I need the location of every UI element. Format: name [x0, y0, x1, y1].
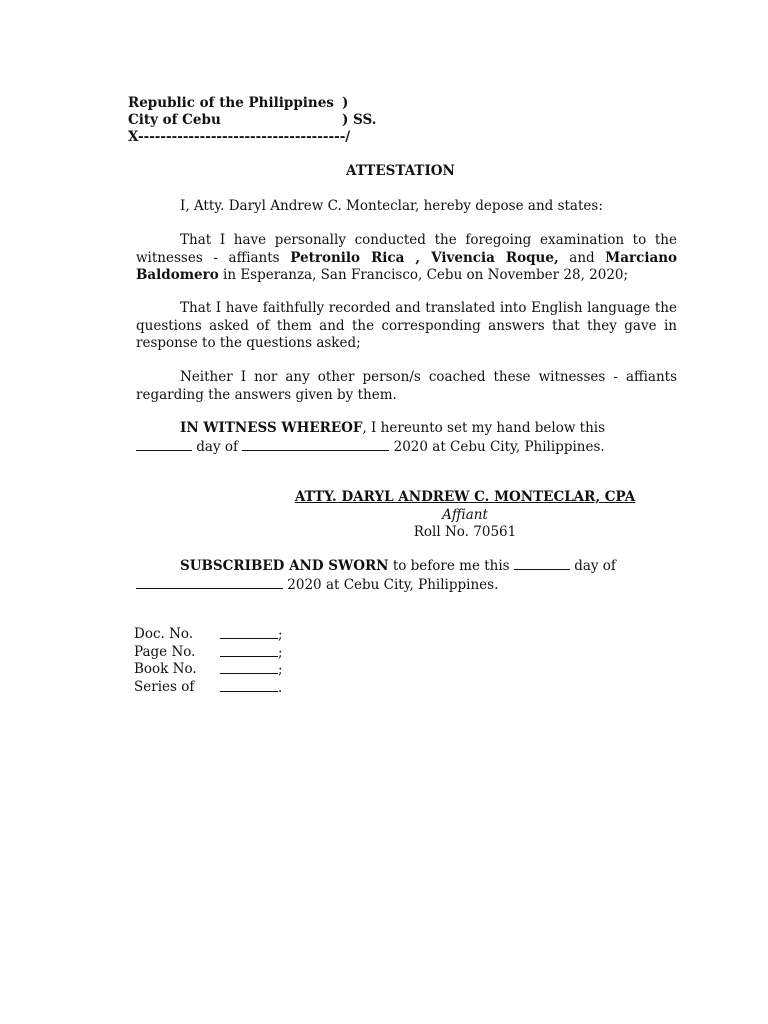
paragraph-deposition — [136, 198, 677, 216]
paragraph-no-coaching-text: Neither I nor any other person/s coached these witnesses - affiants regarding the answers given by them. — [136, 369, 677, 403]
document-title: ATTESTATION — [346, 163, 455, 179]
notarial-label: Page No. — [134, 643, 196, 660]
affiant-signature-name: ATTY. DARYL ANDREW C. MONTECLAR, CPA — [294, 489, 636, 505]
venue-city-row — [128, 112, 388, 130]
venue-republic: Republic of the Philippines — [128, 95, 334, 111]
venue-city: City of Cebu — [128, 112, 221, 128]
blank-book-no — [220, 661, 278, 674]
notarial-label: Series of — [134, 678, 195, 695]
blank-doc-no — [220, 626, 278, 639]
in-witness-whereof: IN WITNESS WHEREOF — [180, 420, 363, 436]
blank-month — [242, 438, 389, 451]
paragraph-recording — [136, 300, 677, 353]
paragraph-recording-text: That I have faithfully recorded and translated into English language the questions asked of them and the corresponding answers that they gave in response to the questions asked; — [136, 300, 677, 351]
venue-ss: ) SS. — [342, 112, 377, 128]
affiant-name-2: Vivencia Roque, — [431, 249, 559, 266]
paragraph-in-witness: IN WITNESS WHEREOF, I hereunto set my hand below this day of 2020 at Cebu City, Philippines. — [136, 420, 677, 456]
affiant-name-3: Marciano Baldomero — [136, 249, 678, 283]
affiant-role: Affiant — [442, 506, 488, 523]
blank-jurat-day — [514, 557, 570, 570]
blank-series — [220, 679, 278, 692]
caption-separator: X-------------------------------------/ — [128, 129, 351, 145]
paragraph-examination: That I have personally conducted the foregoing examination to the witnesses - affiants Petronilo Rica , Vivencia Roque, and Marciano Baldomero in Esperanza, San Francisco, Cebu on November 28, 2020; — [136, 232, 678, 283]
venue-republic-paren: ) — [342, 95, 349, 111]
blank-jurat-month — [136, 576, 283, 589]
affiant-name-1: Petronilo Rica — [290, 249, 405, 266]
subscribed-and-sworn: SUBSCRIBED AND SWORN — [180, 558, 389, 574]
blank-page-no — [220, 644, 278, 657]
jurat: SUBSCRIBED AND SWORN to before me this day of 2020 at Cebu City, Philippines. — [136, 557, 677, 594]
document-page: Republic of the Philippines ) City of Cebu ) SS. X-------------------------------------/ ATTESTATION I, Atty. Daryl Andrew C. Monteclar, hereby depose and states: That I have personally conducted the foregoing examination to the witnesses - affiants Petronilo Rica , Vivencia Roque, and Marciano Baldomero in Esperanza, San Francisco, Cebu on November 28, 2020; That I have faithfully recorded and translated into English language the questions asked of them and the corresponding answers that they gave in response to the questions asked; Neither I nor any other person/s coached these witnesses - affiants regarding the answers given by them. IN WITNESS WHEREOF, I hereunto set my hand below this day of 2020 at Cebu City, Philippines. ATTY. DARYL ANDREW C. MONTECLAR, CPA Affiant Roll No. 70561 SUBSCRIBED AND SWORN to before me this day of 2020 at Cebu City, Philippines. Doc. No. ; Page No. ; Book No. ; Series of . — [0, 0, 768, 1024]
signature-block — [260, 489, 670, 542]
venue-republic-row — [128, 95, 349, 113]
notarial-label: Book No. — [134, 661, 197, 677]
notarial-label: Doc. No. — [134, 626, 194, 642]
paragraph-deposition-text: I, Atty. Daryl Andrew C. Monteclar, hereby depose and states: — [180, 198, 603, 214]
roll-number: Roll No. 70561 — [413, 524, 517, 540]
blank-day — [136, 438, 192, 451]
paragraph-no-coaching — [136, 369, 677, 404]
